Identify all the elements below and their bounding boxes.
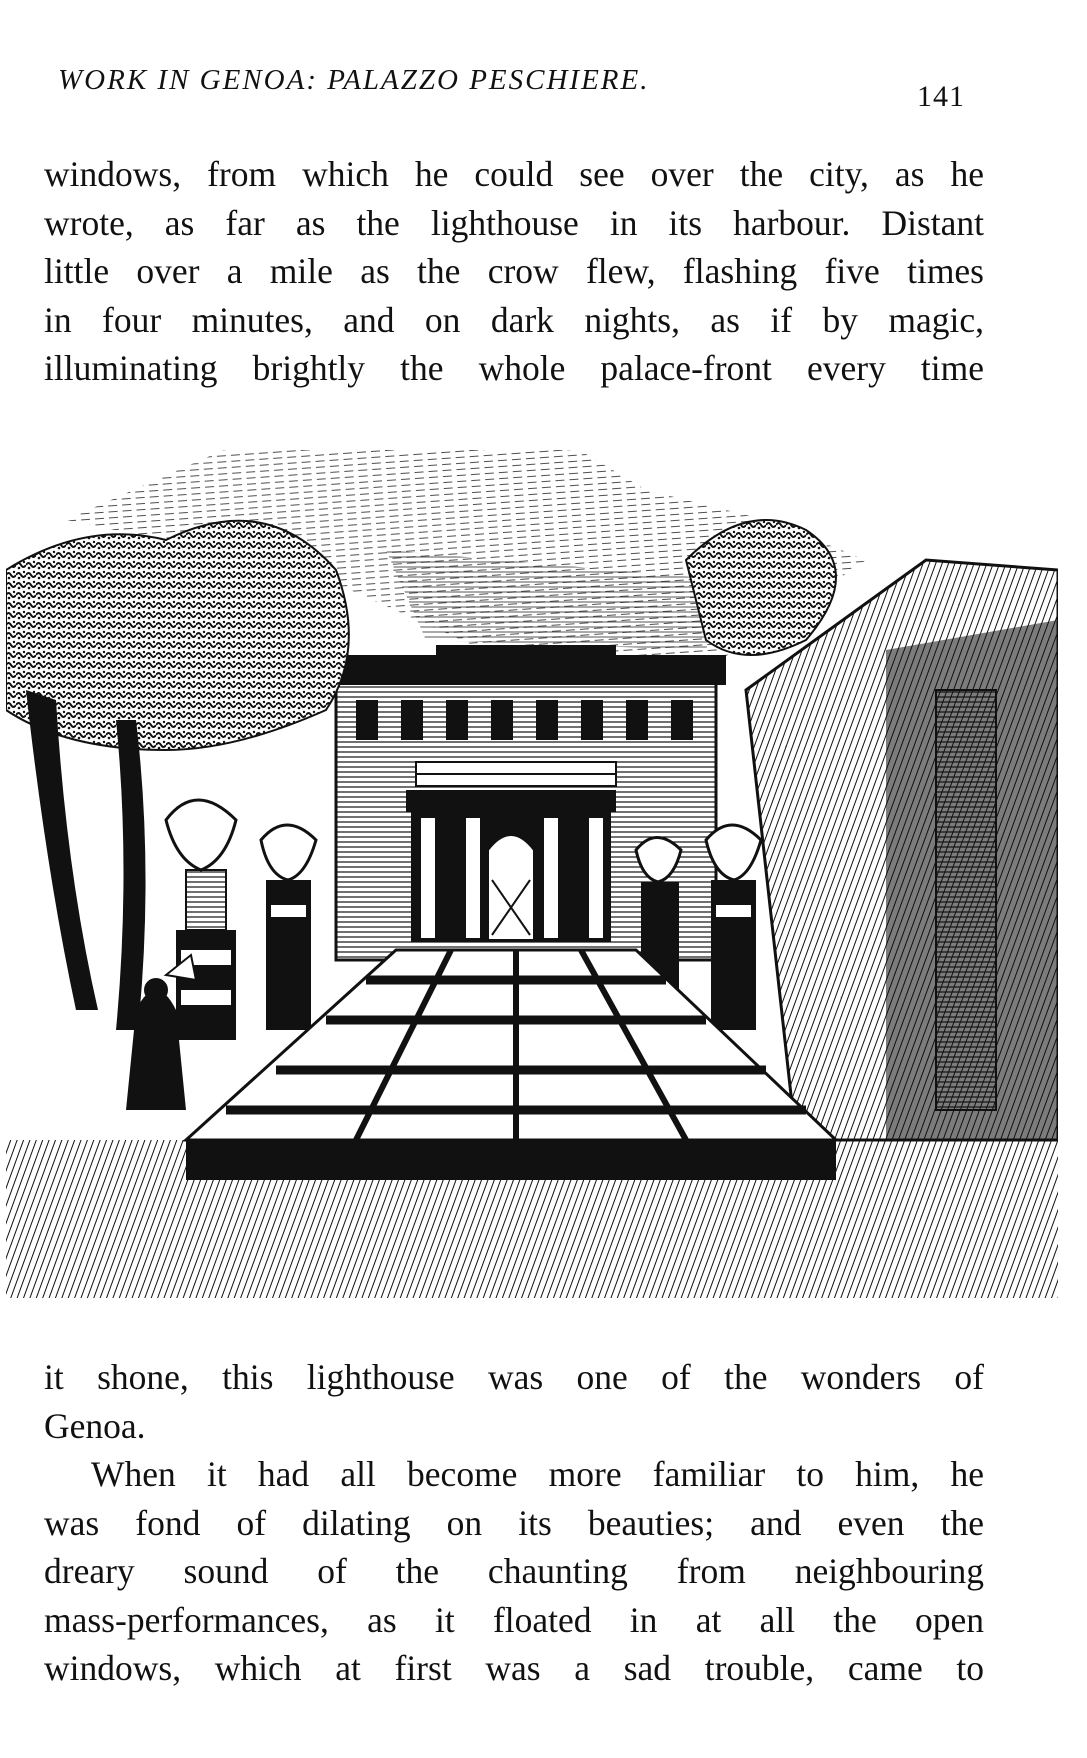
top-paragraph bbox=[44, 150, 984, 393]
text-line: illuminating brightly the whole palace-front every time bbox=[44, 348, 984, 388]
text-line: was fond of dilating on its beauties; and even the bbox=[44, 1502, 984, 1543]
text-line: mass-performances, as it floated in at all the open bbox=[44, 1599, 984, 1640]
running-title: WORK IN GENOA: PALAZZO PESCHIERE. bbox=[58, 64, 650, 96]
engraving-svg bbox=[6, 450, 1058, 1298]
text-line: dreary sound of the chaunting from neighbouring bbox=[44, 1551, 984, 1591]
paragraph-new bbox=[44, 1450, 984, 1693]
text-line: wrote, as far as the lighthouse in its harbour. Distant bbox=[44, 202, 984, 243]
text-line: windows, which at first was a sad trouble, came to bbox=[44, 1648, 984, 1688]
left-urns bbox=[166, 800, 316, 1040]
text-line: little over a mile as the crow flew, flashing five times bbox=[44, 251, 984, 291]
paragraph-end bbox=[44, 1353, 984, 1450]
text-line: Genoa. bbox=[44, 1405, 146, 1446]
text-line: it shone, this lighthouse was one of the wonders of bbox=[44, 1357, 984, 1397]
palazzo-engraving-illustration bbox=[6, 450, 1058, 1298]
bottom-paragraphs bbox=[44, 1353, 984, 1693]
page-number: 141 bbox=[917, 80, 965, 113]
text-line: windows, from which he could see over the city, as he bbox=[44, 154, 984, 194]
text-line: When it had all become more familiar to him, he bbox=[91, 1454, 984, 1494]
text-line: in four minutes, and on dark nights, as if by magic, bbox=[44, 299, 984, 340]
